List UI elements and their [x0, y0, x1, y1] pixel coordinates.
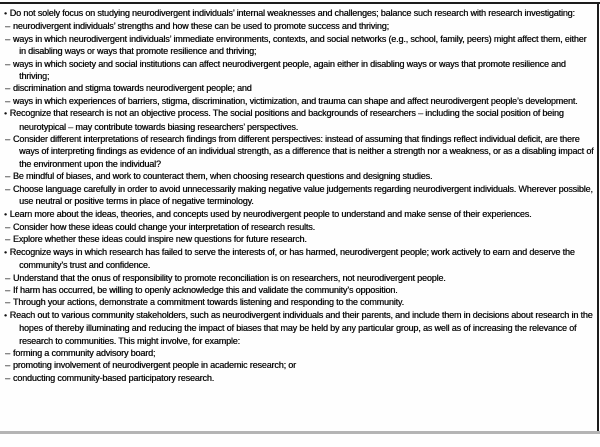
- bullet-dot-icon: •: [4, 209, 7, 219]
- list-item-text: ways in which society and social institutions can affect neurodivergent people, again either in disabling ways or ways that promote resilience and thriving;: [12, 58, 566, 82]
- list-item: [2, 95, 594, 107]
- table-top-rule: [0, 2, 600, 4]
- bullet-dot-icon: •: [4, 247, 7, 257]
- list-item: [2, 284, 594, 296]
- list-item: [2, 170, 594, 182]
- list-item: [2, 58, 594, 83]
- list-item: [2, 347, 594, 359]
- list-item-text: Do not solely focus on studying neurodivergent individuals’ internal weaknesses and challenges; balance such research with research investigating:: [9, 8, 575, 18]
- list-item: [2, 372, 594, 384]
- list-item: [2, 233, 594, 245]
- table-bottom-rule: [0, 431, 600, 434]
- list-item: [2, 20, 594, 32]
- list-item-text: promoting involvement of neurodivergent people in academic research; or: [12, 360, 296, 371]
- list-item-text: Consider different interpretations of research findings from different perspectives: instead of assuming that findings reflect individual deficit, are there ways of interpreting findings as evidence of an individual strength, as a difference that is neither a strength nor a weakness, or as a disabling impact of the environment upon the individual?: [12, 134, 594, 169]
- bullet-dot-icon: •: [4, 310, 7, 320]
- bullet-dash-icon: –: [5, 297, 10, 308]
- list-item-text: forming a community advisory board;: [12, 347, 156, 358]
- list-item-text: Be mindful of biases, and work to counteract them, when choosing research questions and designing studies.: [12, 171, 433, 182]
- list-item-text: discrimination and stigma towards neurodivergent people; and: [12, 83, 252, 94]
- list-item-text: Recognize that research is not an objective process. The social positions and backgrounds of researchers – including the social position of being neurotypical – may contribute towards biasing researchers’ perspectives.: [9, 108, 564, 132]
- recommendations-bullet-list: [2, 7, 594, 384]
- list-item-text: Through your actions, demonstrate a commitment towards listening and responding to the community.: [12, 297, 404, 308]
- bullet-dot-icon: •: [4, 109, 7, 119]
- list-item: [2, 183, 594, 208]
- list-item: [2, 133, 594, 170]
- list-item: [2, 82, 594, 94]
- list-item-text: ways in which neurodivergent individuals’ immediate environments, contexts, and social networks (e.g., school, family, peers) might affect them, either in disabling ways or ways that promote resilience and thriving;: [12, 33, 587, 57]
- bullet-dash-icon: –: [5, 83, 10, 94]
- bullet-dash-icon: –: [5, 171, 10, 182]
- list-item-text: Understand that the onus of responsibility to promote reconciliation is on researchers, not neurodivergent people.: [12, 272, 446, 283]
- list-item-text: Consider how these ideas could change your interpretation of research results.: [12, 221, 315, 232]
- list-item: [2, 359, 594, 371]
- bullet-dash-icon: –: [5, 360, 10, 371]
- bullet-dash-icon: –: [5, 372, 10, 383]
- list-item-text: Recognize ways in which research has failed to serve the interests of, or has harmed, neurodivergent people; work actively to earn and deserve the community’s trust and confidence.: [9, 246, 575, 271]
- bullet-dash-icon: –: [5, 134, 10, 145]
- bullet-dash-icon: –: [5, 58, 10, 69]
- list-item-text: Learn more about the ideas, theories, and concepts used by neurodivergent people to understand and make sense of their experiences.: [9, 208, 532, 219]
- list-item: [2, 107, 594, 133]
- bullet-dash-icon: –: [5, 95, 10, 106]
- list-item-text: neurodivergent individuals’ strengths and how these can be used to promote success and thriving;: [12, 21, 389, 32]
- bullet-dash-icon: –: [5, 183, 10, 194]
- bullet-dash-icon: –: [5, 221, 10, 232]
- bullet-dash-icon: –: [5, 272, 10, 283]
- bullet-dash-icon: –: [5, 234, 10, 245]
- bullet-dash-icon: –: [5, 347, 10, 358]
- list-item-text: Reach out to various community stakeholders, such as neurodivergent individuals and their parents, and include them in decisions about research in the hopes of thereby illuminating and reducing the impact of biases that may be held by any particular group, as well as of increasing the relevance of research to communities. This might involve, for example:: [9, 309, 593, 346]
- list-item: [2, 221, 594, 233]
- list-item: [2, 7, 594, 20]
- list-item-text: Explore whether these ideas could inspire new questions for future research.: [12, 234, 307, 245]
- list-item: [2, 33, 594, 58]
- list-item: [2, 272, 594, 284]
- table-right-rule: [597, 2, 599, 432]
- list-item: [2, 246, 594, 272]
- bullet-dash-icon: –: [5, 21, 10, 32]
- bullet-dash-icon: –: [5, 33, 10, 44]
- list-item: [2, 309, 594, 347]
- list-item-text: ways in which experiences of barriers, stigma, discrimination, victimization, and trauma can shape and affect neurodivergent people’s development.: [12, 95, 578, 106]
- list-item-text: conducting community-based participatory research.: [12, 372, 214, 383]
- list-item-text: If harm has occurred, be willing to openly acknowledge this and validate the community’s opposition.: [12, 284, 398, 295]
- list-item: [2, 296, 594, 308]
- bullet-dot-icon: •: [4, 9, 7, 18]
- bullet-dash-icon: –: [5, 284, 10, 295]
- list-item-text: Choose language carefully in order to avoid unnecessarily making negative value judgements regarding neurodivergent individuals. Wherever possible, use neutral or positive terms in place of negative terminology.: [12, 183, 593, 207]
- list-item: [2, 208, 594, 221]
